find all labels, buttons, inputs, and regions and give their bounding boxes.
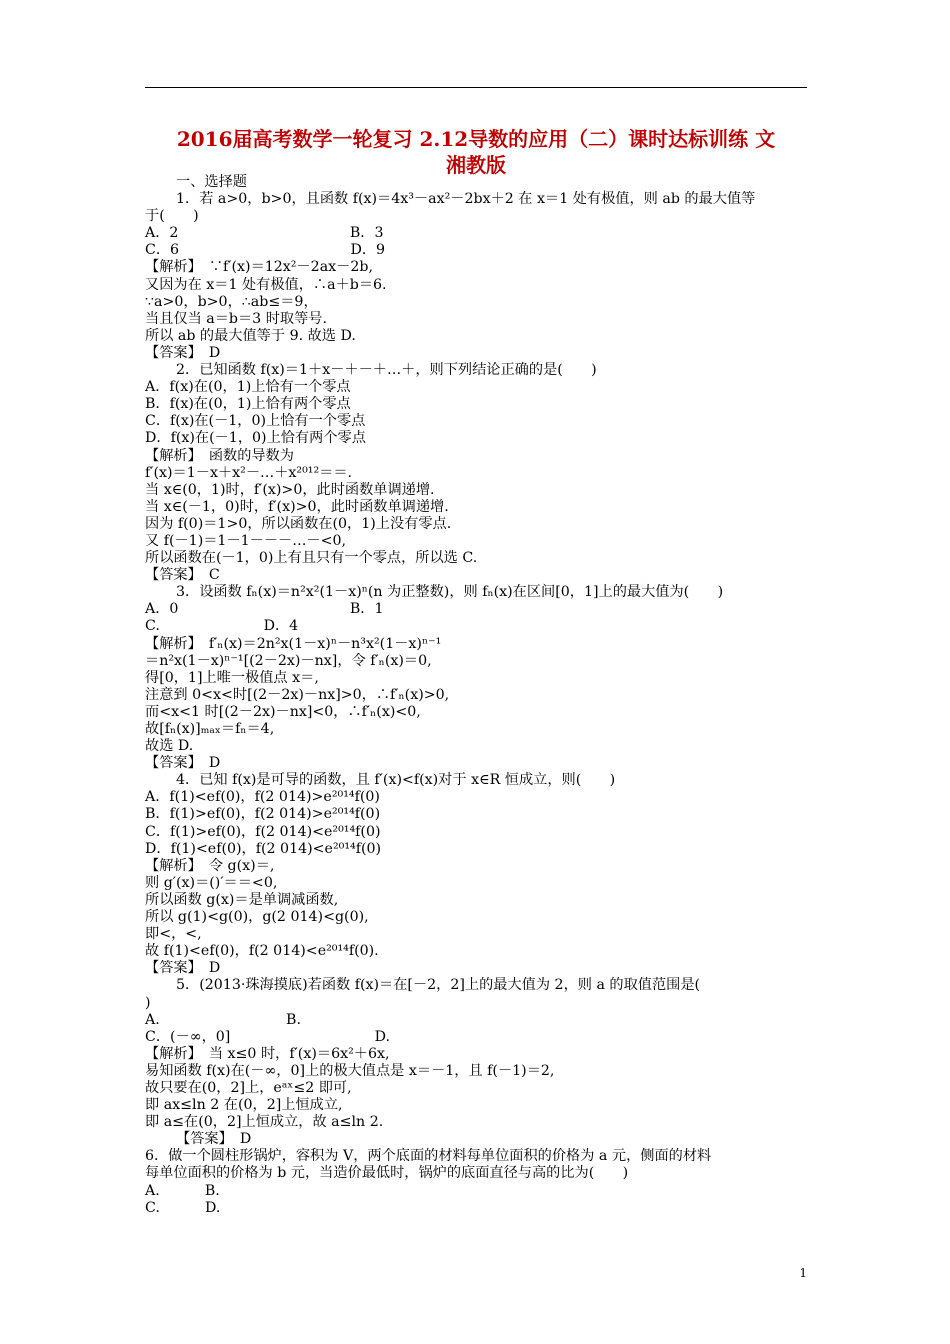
text-line: 所以函数在(－1，0)上有且只有一个零点，所以选 C.: [145, 550, 478, 567]
text-line: 所以 g(1)<g(0)，g(2 014)<g(0),: [145, 909, 369, 926]
text-line: 于( ): [145, 208, 199, 225]
text-line: 又 f(－1)＝1－1－－－…－<0,: [145, 532, 347, 549]
text-line: 注意到 0<x<时[(2－2x)－nx]>0，∴f′ₙ(x)>0,: [145, 686, 450, 703]
text-line: ∵a>0，b>0，∴ab≤＝9，: [145, 293, 318, 310]
text-line: A. B.: [145, 1011, 301, 1028]
text-line: 即<，<,: [145, 926, 202, 943]
text-line: 所以 ab 的最大值等于 9. 故选 D.: [145, 327, 356, 344]
text-line: B．f(x)在(0，1)上恰有两个零点: [145, 396, 351, 413]
document-title: [145, 126, 807, 178]
text-line: 得[0，1]上唯一极值点 x＝,: [145, 669, 319, 686]
text-line: 【答案】 D: [145, 960, 221, 977]
text-line: f′(x)＝1－x＋x²－…＋x²⁰¹²＝＝.: [145, 464, 353, 481]
text-line: 故只要在(0，2]上，eᵃˣ≤2 即可,: [145, 1079, 352, 1096]
text-line: 【解析】 ∵f′(x)＝12x²－2ax－2b,: [145, 259, 373, 276]
text-line: A．0 B．1: [145, 601, 384, 618]
text-line: 每单位面积的价格为 b 元，当造价最低时，锅炉的底面直径与高的比为( ): [145, 1165, 629, 1182]
title-line-2: 湘教版: [446, 153, 506, 177]
text-line: 当且仅当 a＝b＝3 时取等号.: [145, 310, 327, 327]
text-line: C．f(1)>ef(0)，f(2 014)<e²⁰¹⁴f(0): [145, 823, 381, 840]
text-line: A．f(x)在(0，1)上恰有一个零点: [145, 379, 351, 396]
text-line: C. D．4: [145, 618, 299, 635]
text-line: C．f(x)在(－1，0)上恰有一个零点: [145, 413, 366, 430]
document-body: [145, 174, 809, 1217]
text-line: D．f(x)在(－1，0)上恰有两个零点: [145, 430, 366, 447]
text-line: 【解析】 函数的导数为: [145, 447, 294, 464]
text-line: 一、选择题: [176, 174, 247, 190]
text-line: 6．做一个圆柱形锅炉，容积为 V，两个底面的材料每单位面积的价格为 a 元，侧面的材料: [145, 1148, 712, 1165]
text-line: ＝n²x(1－x)ⁿ⁻¹[(2－2x)－nx]，令 f′ₙ(x)＝0,: [145, 652, 432, 669]
text-line: 4．已知 f(x)是可导的函数，且 f′(x)<f(x)对于 x∈R 恒成立，则( ): [176, 772, 616, 789]
text-line: 又因为在 x＝1 处有极值，∴a＋b＝6.: [145, 276, 387, 293]
text-line: 【答案】 D: [145, 755, 221, 772]
text-line: 因为 f(0)＝1>0，所以函数在(0，1)上没有零点.: [145, 515, 452, 532]
text-line: D．f(1)<ef(0)，f(2 014)<e²⁰¹⁴f(0): [145, 840, 382, 857]
text-line: 3．设函数 fₙ(x)＝n²x²(1－x)ⁿ(n 为正整数)，则 fₙ(x)在区间[0，1]上的最大值为( ): [176, 584, 724, 601]
text-line: 当 x∈(0，1)时，f′(x)>0，此时函数单调递增.: [145, 481, 435, 498]
text-line: 【答案】 D: [176, 1131, 252, 1148]
text-line: 故[fₙ(x)]ₘₐₓ＝fₙ＝4,: [145, 721, 275, 737]
text-line: B．f(1)>ef(0)，f(2 014)>e²⁰¹⁴f(0): [145, 806, 381, 823]
text-line: 则 g′(x)＝()′＝＝<0,: [145, 874, 278, 891]
text-line: 5．(2013·珠海摸底)若函数 f(x)＝在[－2，2]上的最大值为 2，则 a 的取值范围是(: [176, 977, 701, 994]
text-line: 所以函数 g(x)＝是单调减函数,: [145, 891, 339, 908]
text-line: 2．已知函数 f(x)＝1＋x－＋－＋…＋，则下列结论正确的是( ): [176, 362, 597, 379]
text-line: C. D.: [145, 1199, 221, 1216]
text-line: 故选 D.: [145, 738, 194, 755]
text-line: ): [145, 994, 151, 1011]
text-line: A. B.: [145, 1182, 220, 1199]
text-line: 1．若 a>0，b>0，且函数 f(x)＝4x³－ax²－2bx＋2 在 x＝1 处有极值，则 ab 的最大值等: [176, 191, 756, 208]
text-line: 易知函数 f(x)在(－∞，0]上的极大值点是 x＝－1，且 f(－1)＝2,: [145, 1062, 555, 1079]
text-line: 【解析】 当 x≤0 时，f′(x)＝6x²＋6x,: [145, 1045, 390, 1062]
text-line: 【解析】 令 g(x)＝,: [145, 857, 275, 874]
text-line: C．6 D．9: [145, 242, 386, 259]
title-line-1: 2016届高考数学一轮复习 2.12导数的应用（二）课时达标训练 文: [176, 127, 776, 151]
page-number: 1: [799, 1266, 807, 1280]
text-line: A．2 B．3: [145, 225, 384, 242]
text-line: 故 f(1)<ef(0)，f(2 014)<e²⁰¹⁴f(0).: [145, 943, 379, 960]
text-line: 【答案】 C: [145, 567, 220, 584]
header-rule: [145, 87, 807, 88]
text-line: 【答案】 D: [145, 344, 221, 361]
text-line: 而<x<1 时[(2－2x)－nx]<0，∴f′ₙ(x)<0,: [145, 703, 421, 720]
text-line: 当 x∈(－1，0)时，f′(x)>0，此时函数单调递增.: [145, 498, 449, 515]
text-line: 即 a≤在(0，2]上恒成立，故 a≤ln 2.: [145, 1114, 384, 1131]
text-line: A．f(1)<ef(0)，f(2 014)>e²⁰¹⁴f(0): [145, 789, 380, 806]
text-line: 即 ax≤ln 2 在(0，2]上恒成立,: [145, 1097, 343, 1114]
text-line: 【解析】 f′ₙ(x)＝2n²x(1－x)ⁿ－n³x²(1－x)ⁿ⁻¹: [145, 635, 442, 652]
text-line: C．(－∞，0] D.: [145, 1028, 391, 1045]
